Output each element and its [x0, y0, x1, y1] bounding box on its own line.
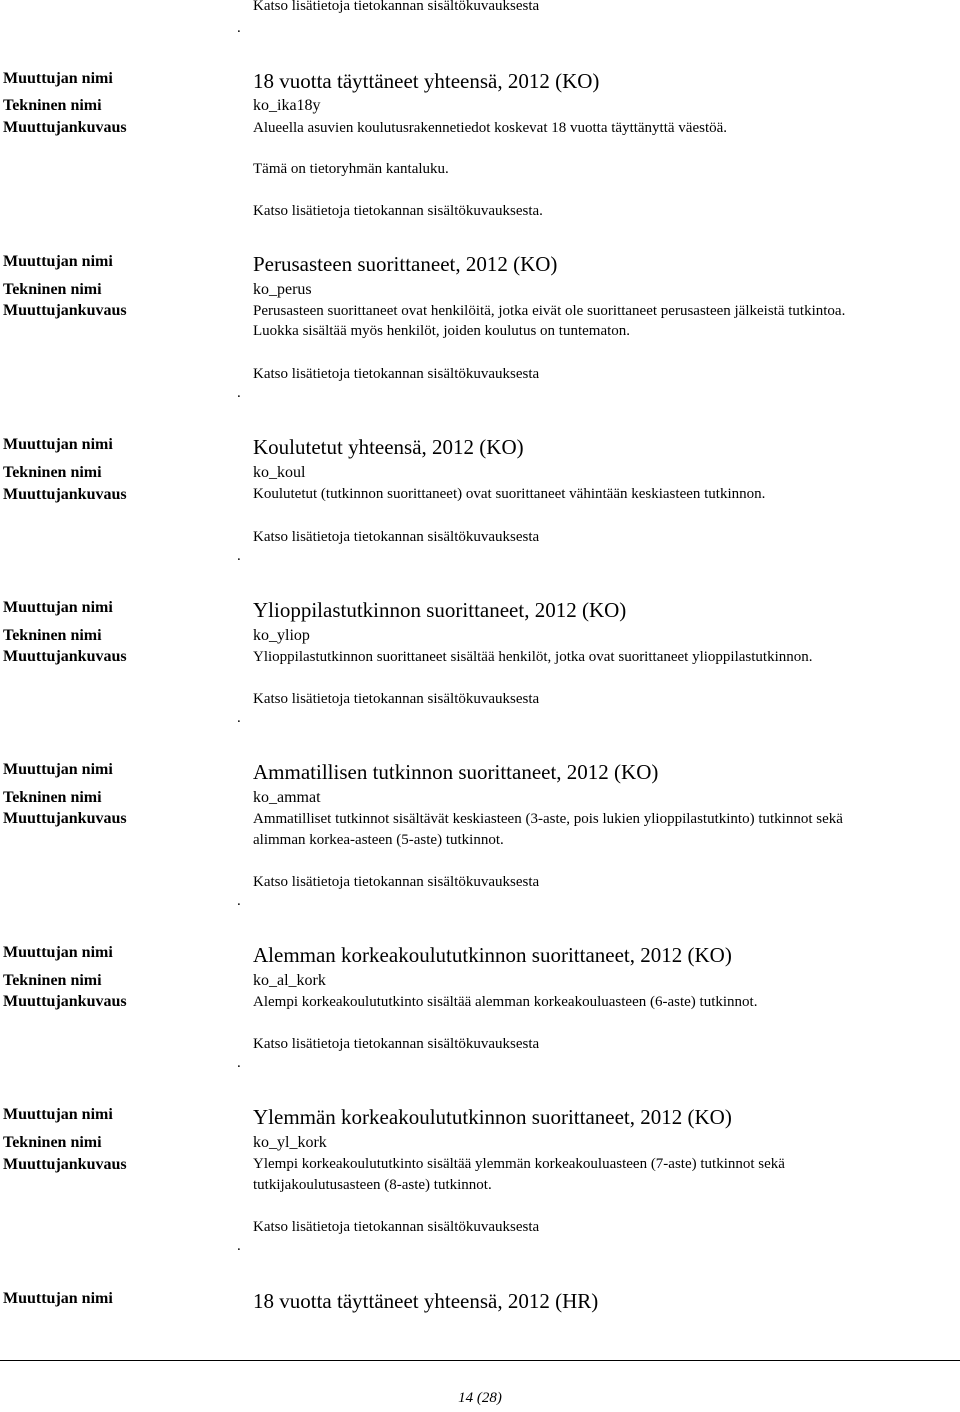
info-link[interactable]: Katso lisätietoja tietokannan sisältökuvauksesta: [253, 1219, 540, 1235]
label-technical-name: Tekninen nimi: [3, 972, 102, 989]
label-variable-name: Muuttujan nimi: [3, 253, 113, 270]
label-technical-name: Tekninen nimi: [3, 789, 102, 806]
label-variable-description: Muuttujankuvaus: [3, 119, 127, 136]
label-variable-name: Muuttujan nimi: [3, 1290, 113, 1307]
page-number: 14 (28): [458, 1390, 502, 1406]
separator-dot: .: [237, 893, 241, 909]
technical-name: ko_yl_kork: [253, 1134, 327, 1151]
label-variable-description: Muuttujankuvaus: [3, 1156, 127, 1173]
label-technical-name: Tekninen nimi: [3, 464, 102, 481]
variable-title: Perusasteen suorittaneet, 2012 (KO): [253, 252, 558, 276]
variable-title: Ammatillisen tutkinnon suorittaneet, 2012 (KO): [253, 760, 659, 784]
variable-title: 18 vuotta täyttäneet yhteensä, 2012 (KO): [253, 69, 600, 93]
info-link[interactable]: Katso lisätietoja tietokannan sisältökuvauksesta: [253, 529, 540, 545]
info-link[interactable]: Katso lisätietoja tietokannan sisältökuvauksesta: [253, 1036, 540, 1052]
label-variable-description: Muuttujankuvaus: [3, 648, 127, 665]
variable-title: Koulutetut yhteensä, 2012 (KO): [253, 435, 524, 459]
variable-title: Ylemmän korkeakoulututkinnon suorittaneet, 2012 (KO): [253, 1105, 732, 1129]
label-variable-name: Muuttujan nimi: [3, 1106, 113, 1123]
label-technical-name: Tekninen nimi: [3, 1134, 102, 1151]
description-line: Perusasteen suorittaneet ovat henkilöitä, jotka eivät ole suorittaneet perusasteen jälkeistä tutkintoa.: [253, 303, 846, 319]
info-link[interactable]: Katso lisätietoja tietokannan sisältökuvauksesta: [253, 874, 540, 890]
info-link[interactable]: Katso lisätietoja tietokannan sisältökuvauksesta.: [253, 203, 543, 219]
variable-title: Alemman korkeakoulututkinnon suorittaneet, 2012 (KO): [253, 943, 732, 967]
footer-rule: [0, 1360, 960, 1361]
variable-title: Ylioppilastutkinnon suorittaneet, 2012 (KO): [253, 598, 627, 622]
description-line: Ylempi korkeakoulututkinto sisältää ylemmän korkeakouluasteen (7-aste) tutkinnot sekä: [253, 1156, 785, 1172]
technical-name: ko_al_kork: [253, 972, 326, 989]
separator-dot: .: [237, 20, 241, 36]
technical-name: ko_perus: [253, 281, 312, 298]
technical-name: ko_ika18y: [253, 97, 321, 114]
technical-name: ko_koul: [253, 464, 306, 481]
description-line: alimman korkea-asteen (5-aste) tutkinnot.: [253, 832, 504, 848]
description-line: Koulutetut (tutkinnon suorittaneet) ovat suorittaneet vähintään keskiasteen tutkinnon.: [253, 486, 766, 502]
separator-dot: .: [237, 1055, 241, 1071]
info-link[interactable]: Katso lisätietoja tietokannan sisältökuvauksesta: [253, 366, 540, 382]
label-variable-name: Muuttujan nimi: [3, 944, 113, 961]
description-line: Luokka sisältää myös henkilöt, joiden koulutus on tuntematon.: [253, 323, 631, 339]
description-line: Ammatilliset tutkinnot sisältävät keskiasteen (3-aste, pois lukien ylioppilastutkinto) tutkinnot sekä: [253, 811, 843, 827]
variable-title: 18 vuotta täyttäneet yhteensä, 2012 (HR): [253, 1289, 599, 1313]
label-variable-description: Muuttujankuvaus: [3, 810, 127, 827]
label-technical-name: Tekninen nimi: [3, 627, 102, 644]
label-technical-name: Tekninen nimi: [3, 97, 102, 114]
technical-name: ko_yliop: [253, 627, 310, 644]
technical-name: ko_ammat: [253, 789, 321, 806]
label-variable-description: Muuttujankuvaus: [3, 993, 127, 1010]
description-line: Alempi korkeakoulututkinto sisältää alemman korkeakouluasteen (6-aste) tutkinnot.: [253, 994, 758, 1010]
separator-dot: .: [237, 1238, 241, 1254]
info-link[interactable]: Katso lisätietoja tietokannan sisältökuvauksesta: [253, 0, 540, 14]
label-technical-name: Tekninen nimi: [3, 281, 102, 298]
label-variable-description: Muuttujankuvaus: [3, 302, 127, 319]
separator-dot: .: [237, 548, 241, 564]
info-link[interactable]: Katso lisätietoja tietokannan sisältökuvauksesta: [253, 691, 540, 707]
separator-dot: .: [237, 710, 241, 726]
label-variable-name: Muuttujan nimi: [3, 436, 113, 453]
label-variable-name: Muuttujan nimi: [3, 70, 113, 87]
description-line: tutkijakoulutusasteen (8-aste) tutkinnot.: [253, 1177, 492, 1193]
label-variable-name: Muuttujan nimi: [3, 599, 113, 616]
description-line: Alueella asuvien koulutusrakennetiedot koskevat 18 vuotta täyttänyttä väestöä.: [253, 120, 728, 136]
description-note: Tämä on tietoryhmän kantaluku.: [253, 161, 449, 177]
separator-dot: .: [237, 385, 241, 401]
label-variable-name: Muuttujan nimi: [3, 761, 113, 778]
label-variable-description: Muuttujankuvaus: [3, 486, 127, 503]
description-line: Ylioppilastutkinnon suorittaneet sisältää henkilöt, jotka ovat suorittaneet ylioppilastutkinnon.: [253, 649, 813, 665]
